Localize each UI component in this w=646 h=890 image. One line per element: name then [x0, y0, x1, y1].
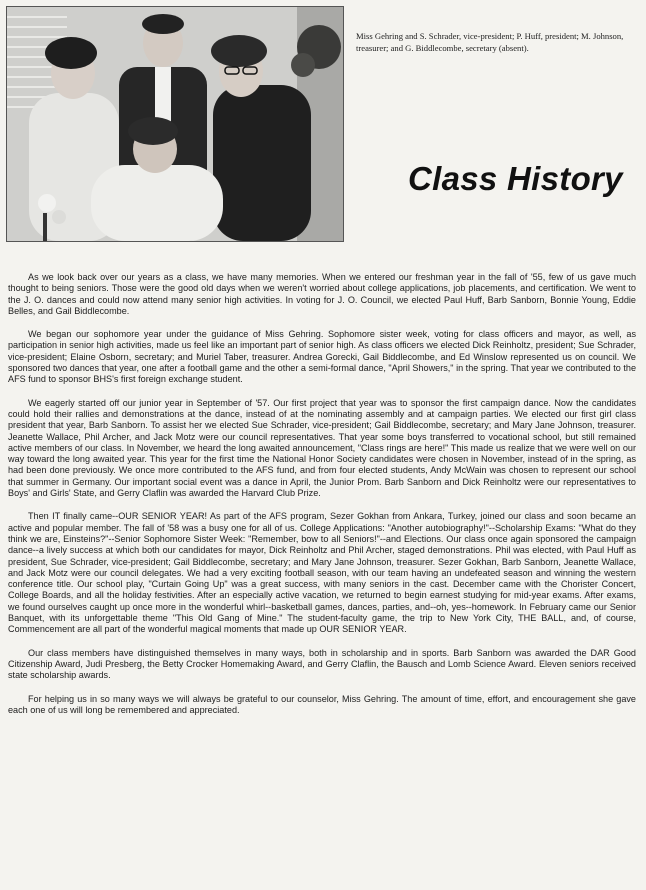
paragraph-thanks: For helping us in so many ways we will always be grateful to our counselor, Miss Gehring. The amount of time, effort, and encouragement she gave each one of us will long be remembered and appreciated.	[8, 693, 636, 715]
class-officers-photo	[6, 6, 344, 242]
paragraph-junior-year: We eagerly started off our junior year in September of '57. Our first project that year was to sponsor the first campaign dance. Now the candidates could hold their rallies and demonstrations at the dance, instead of at the nominating assembly and at campaign parties. We elected our first girl class president that year, Barb Sanborn. To assist her we elected Sue Schrader, vice-president; Gail Biddlecombe, secretary; and Mary Jane Johnson, treasurer. Jeanette Wallace, Phil Archer, and Jack Motz were our council representatives. That year some boys transferred to vocational school, but still remained active members of our class. In November, we heard the long awaited announcement, "Class rings are here!" This made us realize that we were well on our way toward the long awaited year. This year for the first time the National Honor Society candidates were chosen in November, instead of in the spring, as had been done previously. We once more contributed to the AFS fund, and from four elected students, Andy McWain was chosen to represent our school that summer in Germany. Our important social event was a dance in April, the Junior Prom. Barb Sanborn and Dick Reinholtz were our representatives to Boys' and Girls' State, and Gerry Claflin was awarded the Harvard Club Prize.	[8, 397, 636, 499]
photo-caption: Miss Gehring and S. Schrader, vice-president; P. Huff, president; M. Johnson, treasurer; and G. Biddlecombe, secretary (absent).	[356, 31, 624, 53]
paragraph-senior-year: Then IT finally came--OUR SENIOR YEAR! As part of the AFS program, Sezer Gokhan from Ankara, Turkey, joined our class and soon became an active and popular member. The fall of '58 was a busy one for all of us. College Applications: "Another autobiography!"--Scholarship Exams: "What do they think we are, Einsteins?"--Senior Sophomore Sister Week: "Remember, bow to all Seniors!"--and Elections. Our class once again sponsored the campaign dance--a lively success at which both our candidates for mayor, Dick Reinholtz and Phil Archer, staged demonstrations. Phil was elected, with Paul Huff as president, Sue Schrader, vice-president; Gail Biddlecombe, secretary; and Mary Jane Johnson, treasurer. Sezer Gokhan, Barb Sanborn, Jeanette Wallace, and Jack Motz were our council delegates. We had a very exciting football season, with our team having an undefeated season and winning the western conference title. Our school play, "Curtain Going Up" was a great success, with many seniors in the cast. December came with the Chorister Concert, College Boards, and all the holiday festivities. After an especially active vacation, we returned to begin earnest studying for mid-year exams. After exams, we found ourselves caught up once more in the wonderful whirl--basketball games, dances, parties, and--oh, yes--homework. In February came our Senior Banquet, with its unforgettable theme "This Old Gang of Mine." The student-faculty game, the trip to New York City, THE BALL, and, of course, Commencement are all part of the wonderful magical moments that made up OUR SENIOR YEAR.	[8, 511, 636, 635]
class-history-text	[8, 272, 636, 728]
page-title: Class History	[408, 160, 623, 197]
class-officers-photo-art	[7, 7, 343, 241]
paragraph-sophomore-year: We began our sophomore year under the guidance of Miss Gehring. Sophomore sister week, voting for class officers and mayor, as well, as participation in senior high activities, made us feel like an important part of senior high. As class officers we elected Dick Reinholtz, president; Sue Schrader, vice-president; Elaine Osborn, secretary; and Muriel Taber, treasurer. Andrea Gorecki, Gail Biddlecombe, and Ed Winslow represented us on council. We sponsored two dances that year, one after a football game and the other a semi-formal dance, "April Showers," in the spring. That year we contributed to the AFS fund to sponsor BHS's first foreign exchange student.	[8, 329, 636, 385]
paragraph-freshman-year: As we look back over our years as a class, we have many memories. When we entered our freshman year in the fall of '55, few of us gave much thought to being seniors. Those were the good old days when we weren't worried about college applications, job placements, and certification. We went to the J. O. dances and could now attend many senior high activities. In voting for J. O. Council, we elected Paul Huff, Barb Sanborn, Bonnie Young, Eddie Belles, and Gail Biddlecombe.	[8, 272, 636, 316]
paragraph-achievements: Our class members have distinguished themselves in many ways, both in scholarship and in sports. Barb Sanborn was awarded the DAR Good Citizenship Award, Judi Presberg, the Betty Crocker Homemaking Award, and Gerry Claflin, the Bausch and Lomb Science Award. Eleven seniors received state scholarship awards.	[8, 647, 636, 681]
